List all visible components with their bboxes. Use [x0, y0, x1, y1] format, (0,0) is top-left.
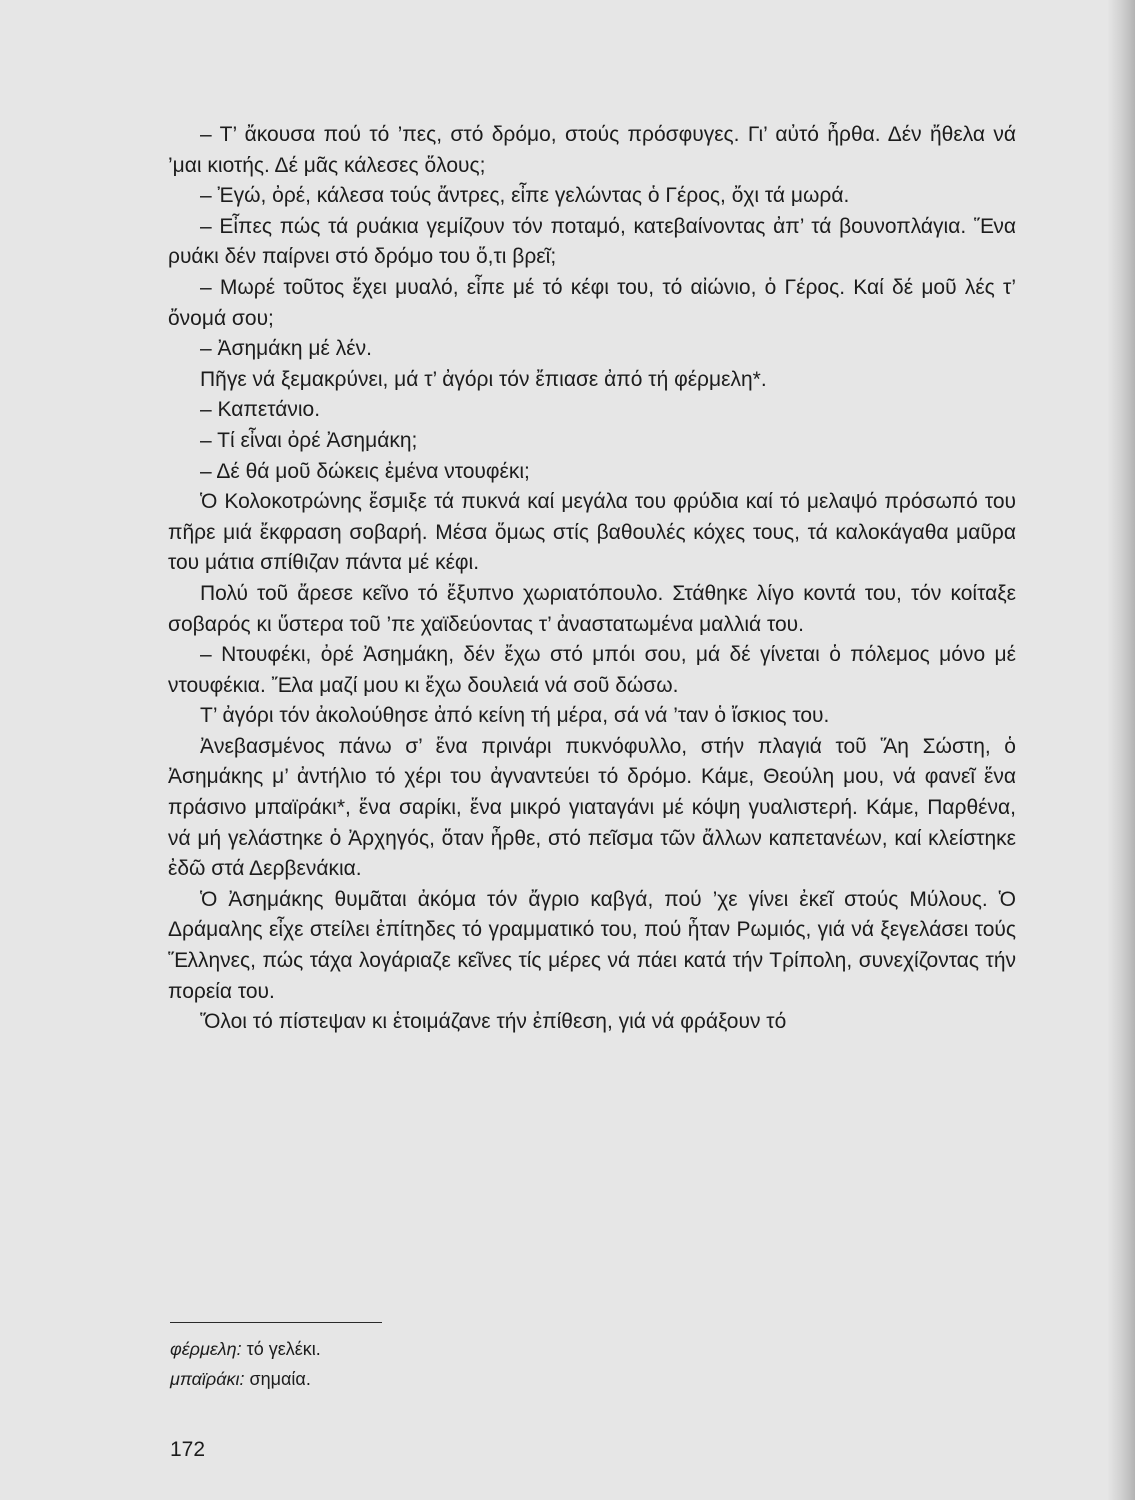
paragraph: – Εἶπες πώς τά ρυάκια γεμίζουν τόν ποταμό, κατεβαίνοντας ἀπ’ τά βουνοπλάγια. Ἕνα ρυάκι δέν παίρνει στό δρόμο του ὅ,τι βρεῖ; [168, 214, 1016, 269]
footnote-definition: σημαία. [249, 1369, 311, 1389]
page-number: 172 [170, 1438, 206, 1461]
footnote-definition: τό γελέκι. [246, 1339, 321, 1359]
paragraph: – Ἐγώ, ὀρέ, κάλεσα τούς ἄντρες, εἶπε γελώντας ὁ Γέρος, ὄχι τά μωρά. [200, 184, 850, 208]
footnote-term: μπαϊράκι: [170, 1369, 245, 1389]
paragraph: – Τ’ ἄκουσα πού τό ’πες, στό δρόμο, στούς πρόσφυγες. Γι’ αὐτό ἦρθα. Δέν ἤθελα νά ’μαι κιοτής. Δέ μᾶς κάλεσες ὅλους; [168, 123, 1016, 177]
paragraph: Τ’ ἀγόρι τόν ἀκολούθησε ἀπό κείνη τή μέρα, σά νά ’ταν ὁ ἴσκιος του. [200, 704, 830, 728]
body-text [168, 120, 1016, 1038]
page-edge-shadow [1107, 0, 1135, 1500]
paragraph: – Ἀσημάκη μέ λέν. [200, 337, 372, 361]
paragraph: – Δέ θά μοῦ δώκεις ἐμένα ντουφέκι; [200, 459, 530, 483]
paragraph: – Καπετάνιο. [200, 398, 321, 422]
paragraph: Ὅλοι τό πίστεψαν κι ἑτοιμάζανε τήν ἐπίθεση, γιά νά φράξουν τό [200, 1010, 787, 1034]
paragraph: – Ντουφέκι, ὀρέ Ἀσημάκη, δέν ἔχω στό μπόι σου, μά δέ γίνεται ὁ πόλεμος μόνο μέ ντουφέκια. Ἔλα μαζί μου κι ἔχω δουλειά νά σοῦ δώσω. [168, 643, 1016, 697]
footnote-term: φέρμελη: [170, 1339, 242, 1359]
paragraph: – Μωρέ τοῦτος ἔχει μυαλό, εἶπε μέ τό κέφι του, τό αἰώνιο, ὁ Γέρος. Καί δέ μοῦ λές τ’ ὄνομά σου; [168, 275, 1016, 330]
footnotes [170, 1334, 321, 1394]
paragraph: Ὁ Κολοκοτρώνης ἔσμιξε τά πυκνά καί μεγάλα του φρύδια καί τό μελαψό πρόσωπό του πῆρε μιά ἔκφραση σοβαρή. Μέσα ὅμως στίς βαθουλές κόχες τους, τά καλοκάγαθα μαῦρα του μάτια σπίθιζαν πάντα μέ κέφι. [168, 490, 1016, 575]
footnote-item [170, 1334, 321, 1364]
footnote-item [170, 1364, 321, 1394]
paragraph: Πῆγε νά ξεμακρύνει, μά τ’ ἀγόρι τόν ἔπιασε ἀπό τή φέρμελη*. [200, 367, 767, 391]
paragraph: Ὁ Ἀσημάκης θυμᾶται ἀκόμα τόν ἄγριο καβγά, πού ’χε γίνει ἐκεῖ στούς Μύλους. Ὁ Δράμαλης εἶχε στείλει ἐπίτηδες τό γραμματικό του, πού ἦταν Ρωμιός, γιά νά ξεγελάσει τούς Ἕλληνες, πώς τάχα λογάριαζε κεῖνες τίς μέρες νά πάει κατά τήν Τρίπολη, συνεχίζοντας τήν πορεία του. [168, 887, 1016, 1003]
paragraph: Ἀνεβασμένος πάνω σ’ ἕνα πρινάρι πυκνόφυλλο, στήν πλαγιά τοῦ Ἅη Σώστη, ὁ Ἀσημάκης μ’ ἀντήλιο τό χέρι του ἀγναντεύει τό δρόμο. Κάμε, Θεούλη μου, νά φανεῖ ἕνα πράσινο μπαϊράκι*, ἕνα σαρίκι, ἕνα μικρό γιαταγάνι μέ κόψη γυαλιστερή. Κάμε, Παρθένα, νά μή γελάστηκε ὁ Ἀρχηγός, ὅταν ἦρθε, στό πεῖσμα τῶν ἄλλων καπετανέων, καί κλείστηκε ἐδῶ στά Δερβενάκια. [168, 734, 1016, 881]
footnote-divider [170, 1322, 382, 1323]
paragraph: – Τί εἶναι ὀρέ Ἀσημάκη; [200, 428, 418, 452]
paragraph: Πολύ τοῦ ἄρεσε κεῖνο τό ἔξυπνο χωριατόπουλο. Στάθηκε λίγο κοντά του, τόν κοίταξε σοβαρός κι ὕστερα τοῦ ’πε χαϊδεύοντας τ’ ἀναστατωμένα μαλλιά του. [168, 581, 1016, 636]
